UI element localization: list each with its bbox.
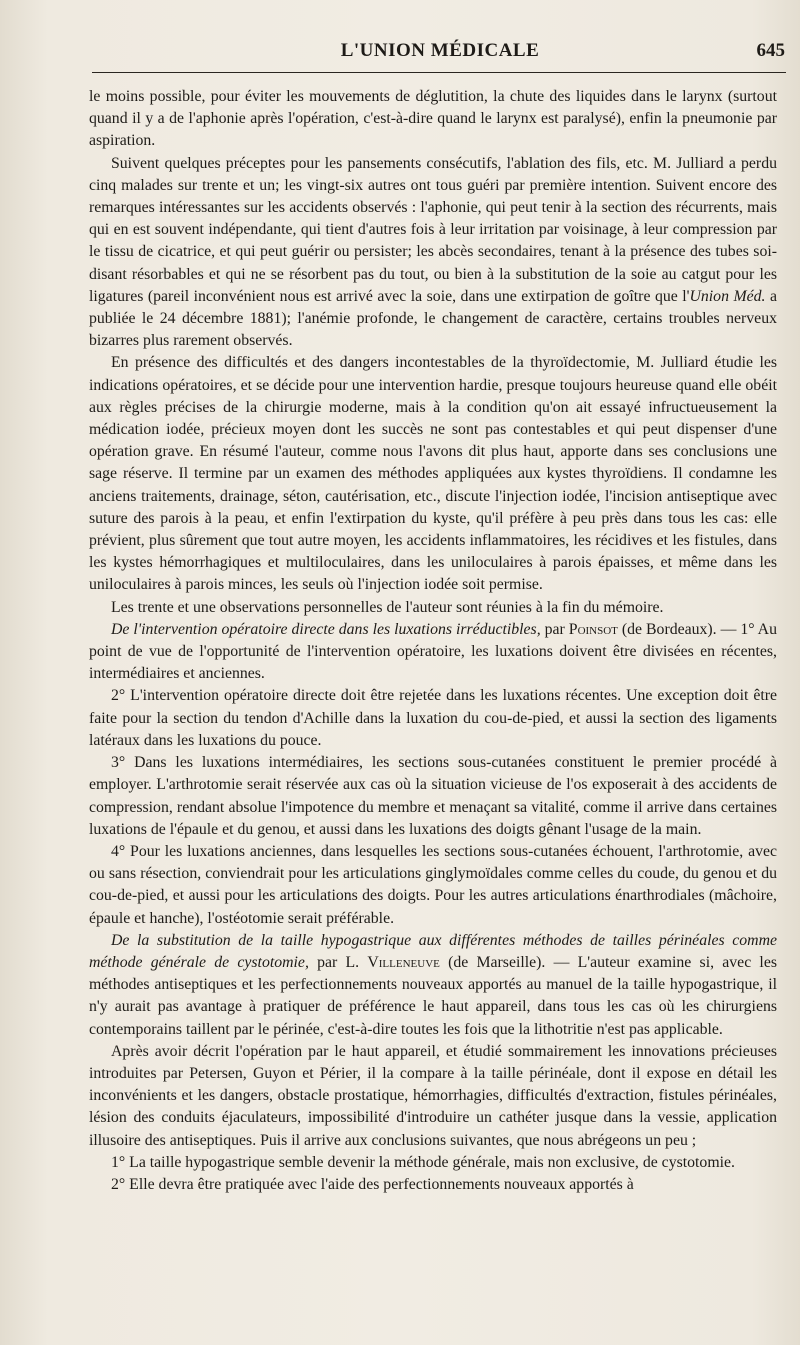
paragraph: En présence des difficultés et des dangers incontestables de la thyroïdectomie, M. Julliard étudie les indications opératoires, et se décide pour une intervention hardie, presque toujours heureuse quand elle obéit aux règles précises de la chirurgie moderne, mais à la condition qu'on ait essayé infructueusement la médication iodée, précieux moyen dont les succès ne sont pas contestables et qui peut dispenser d'une opération grave. En résumé l'auteur, comme nous l'avons dit plus haut, apporte dans ses conclusions une sage réserve. Il termine par un examen des méthodes appliquées aux kystes thyroïdiens. Il condamne les anciens traitements, drainage, séton, cautérisation, etc., discute l'injection iodée, l'incision antiseptique avec suture des parois à la peau, et enfin l'extirpation du kyste, qu'il préfère à peu près dans tous les cas: elle prévient, plus sûrement que tout autre moyen, les accidents inflammatoires, les récidives et les fistules, dans les kystes hémorrhagiques et multiloculaires, dans les uniloculaires à parois épaisses, et même dans les uniloculaires à parois minces, les seuls où l'injection iodée soit permise. bbox=[89, 354, 777, 594]
paragraph: De la substitution de la taille hypogastrique aux différentes méthodes de tailles périnéales comme méthode générale de cystotomie, par L. Villeneuve (de Marseille). — L'auteur examine si, avec les méthodes antiseptiques et les perfectionnements nouveaux apportés au manuel de la taille hypogastrique, il n'y aurait pas avantage à pratiquer de préférence le haut appareil, dans tous les cas où les chirurgiens contemporains taillent par le périnée, c'est-à-dire toutes les fois que la lithotritie n'est pas applicable. bbox=[89, 931, 777, 1038]
paragraph: 4° Pour les luxations anciennes, dans lesquelles les sections sous-cutanées échouent, l'arthrotomie, avec ou sans résection, conviendrait pour les articulations ginglymoïdales comme celles du coude, du genou et du cou-de-pied, et aussi pour les articulations des doigts. Pour les autres articulations énarthrodiales (mâchoire, épaule et hanche), l'ostéotomie serait préférable. bbox=[89, 842, 777, 927]
header-rule bbox=[92, 72, 786, 73]
paragraph: Suivent quelques préceptes pour les pansements consécutifs, l'ablation des fils, etc. M. Julliard a perdu cinq malades sur trente et un; les vingt-six autres ont tous guéri par première intention. Suivent encore des remarques intéressantes sur les accidents observés : l'aphonie, qui peut tenir à la section des récurrents, mais qui en est souvent indépendante, qui tient d'autres fois à leur irritation par voisinage, à leur compression par le tissu de cicatrice, et qui peut guérir ou persister; les abcès secondaires, tenant à la présence des tubes soi-disant résorbables et qui ne se résorbent pas du tout, ou bien à la substitution de la soie au catgut pour les ligatures (pareil inconvénient nous est arrivé avec la soie, dans une extirpation de goître que l'Union Méd. a publiée le 24 décembre 1881); l'anémie profonde, le changement de caractère, certains troubles nerveux bizarres plus rarement observés. bbox=[89, 154, 777, 350]
paragraph: Les trente et une observations personnelles de l'auteur sont réunies à la fin du mémoire. bbox=[111, 598, 664, 616]
article-body bbox=[89, 86, 777, 1196]
journal-title: L'UNION MÉDICALE bbox=[340, 40, 540, 61]
paragraph: De l'intervention opératoire directe dans les luxations irréductibles, par Poinsot (de Bordeaux). — 1° Au point de vue de l'opportunité de l'intervention opératoire, les luxations doivent être divisées en récentes, intermédiaires et anciennes. bbox=[89, 620, 777, 683]
paragraph: 1° La taille hypogastrique semble devenir la méthode générale, mais non exclusive, de cystotomie. bbox=[111, 1153, 735, 1171]
paragraph: Après avoir décrit l'opération par le haut appareil, et étudié sommairement les innovations précieuses introduites par Petersen, Guyon et Périer, il la compare à la taille périnéale, dont il expose en détail les inconvénients et les dangers, obstacle prostatique, hémorrhagies, difficultés d'extraction, fistules périnéales, lésion des conduits éjaculateurs, impossibilité d'introduire un cathéter jusque dans la vessie, application illusoire des antiseptiques. Puis il arrive aux conclusions suivantes, que nous abrégeons un peu ; bbox=[89, 1042, 777, 1149]
paragraph: le moins possible, pour éviter les mouvements de déglutition, la chute des liquides dans le larynx (surtout quand il y a de l'aphonie après l'opération, c'est-à-dire quand le larynx est paralysé), enfin la pneumonie par aspiration. bbox=[89, 88, 777, 150]
page-header bbox=[95, 38, 785, 72]
paragraph: 2° L'intervention opératoire directe doit être rejetée dans les luxations récentes. Une exception doit être faite pour la section du tendon d'Achille dans la luxation du cou-de-pied, et aussi la section des ligaments latéraux dans les luxations du pouce. bbox=[89, 687, 777, 749]
paragraph: 3° Dans les luxations intermédiaires, les sections sous-cutanées constituent le premier procédé à employer. L'arthrotomie serait réservée aux cas où la situation vicieuse de l'os exposerait à des accidents de compression, rendant absolue l'impotence du membre et menaçant sa vitalité, comme il arrive dans certaines luxations de l'épaule et du genou, et aussi dans les luxations des doigts gênant l'usage de la main. bbox=[89, 754, 777, 838]
paragraph: 2° Elle devra être pratiquée avec l'aide des perfectionnements nouveaux apportés à bbox=[111, 1175, 634, 1193]
page-number: 645 bbox=[756, 40, 785, 61]
